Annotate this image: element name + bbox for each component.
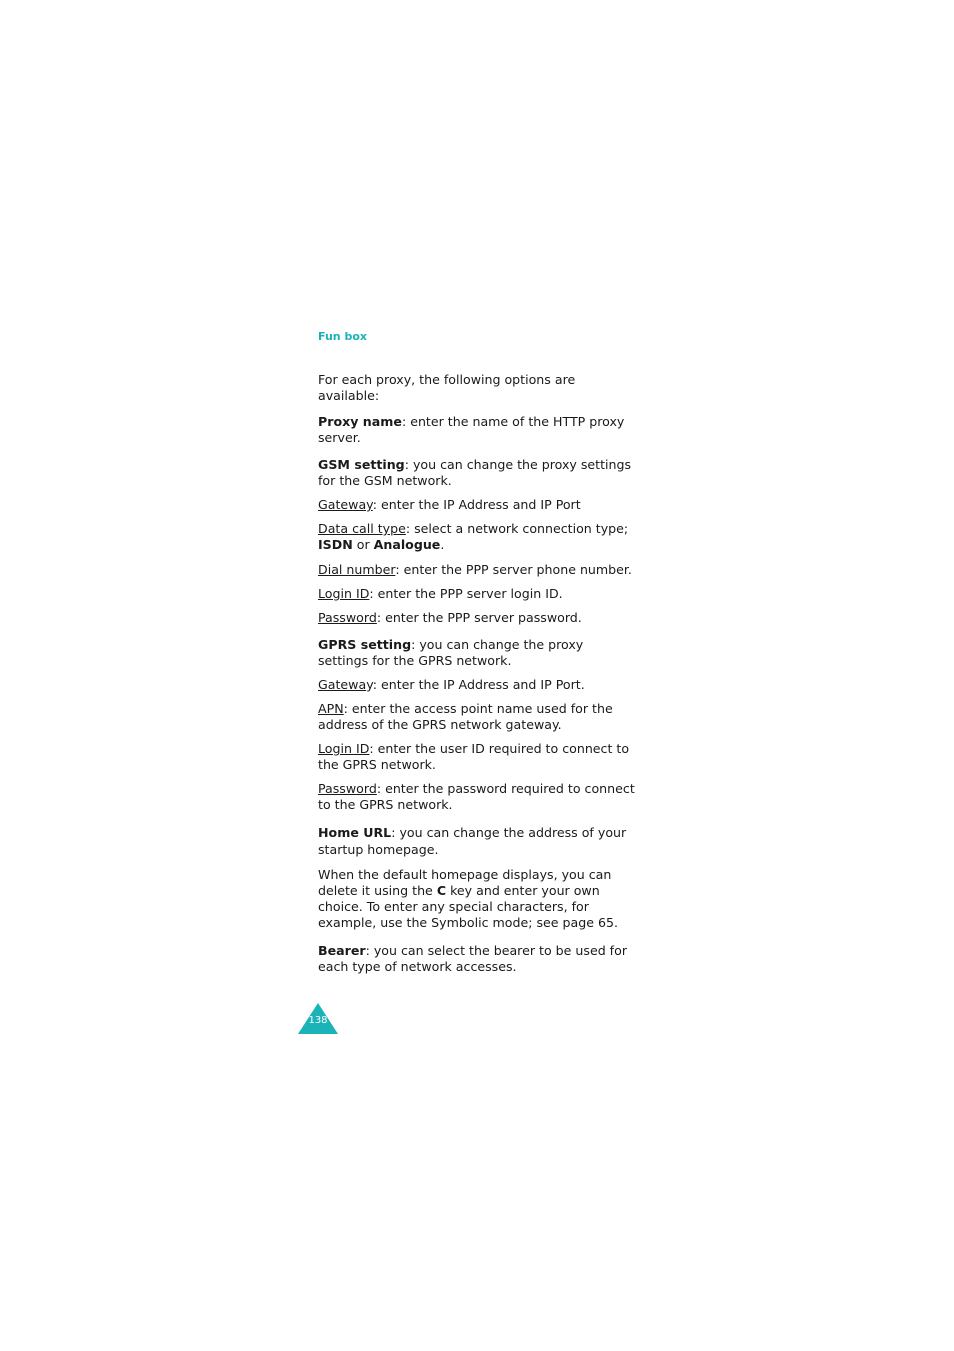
gprs-gateway-term-rest: y: [366, 677, 373, 692]
home-url-paragraph: [318, 824, 636, 858]
gprs-login-id-text: : enter the user ID required to connect to the GPRS network.: [318, 741, 630, 772]
page-number: 138: [308, 1015, 328, 1026]
gprs-setting-text: : you can change the proxy settings for the GPRS network.: [318, 637, 584, 668]
gsm-login-id-term: Login ID: [318, 586, 370, 601]
gsm-gateway-paragraph: [318, 497, 636, 513]
gsm-setting-paragraph: [318, 457, 636, 489]
gprs-password-text: : enter the password required to connect to the GPRS network.: [318, 781, 635, 812]
data-call-end: .: [440, 537, 445, 552]
gsm-password-term: Password: [318, 610, 377, 625]
homepage-note-part2: key and enter your own choice. To enter any special characters, for example, use the Symbolic mode; see page 65.: [318, 883, 619, 930]
home-url-term: Home URL: [318, 825, 392, 840]
dial-number-term: Dial number: [318, 562, 396, 577]
bearer-text: : you can select the bearer to be used for each type of network accesses.: [318, 943, 628, 974]
isdn-option: ISDN: [318, 537, 353, 552]
gprs-setting-term: GPRS setting: [318, 637, 412, 652]
proxy-name-paragraph: [318, 414, 636, 446]
gprs-password-term: Password: [318, 781, 377, 796]
c-key: C: [436, 883, 447, 898]
gprs-setting-paragraph: [318, 637, 636, 669]
gsm-password-paragraph: [318, 610, 636, 626]
gsm-login-id-paragraph: [318, 586, 636, 602]
or-text: or: [352, 537, 374, 552]
data-call-type-term: Data call type: [318, 521, 406, 536]
gprs-login-id-term: Login ID: [318, 741, 370, 756]
apn-term: APN: [318, 701, 344, 716]
gsm-password-text: : enter the PPP server password.: [376, 610, 582, 625]
bearer-term: Bearer: [318, 943, 366, 958]
dial-number-text: : enter the PPP server phone number.: [395, 562, 632, 577]
gsm-login-id-text: : enter the PPP server login ID.: [369, 586, 563, 601]
data-call-type-paragraph: [318, 521, 636, 553]
gsm-setting-term: GSM setting: [318, 457, 405, 472]
homepage-note-part1: When the default homepage displays, you can delete it using the: [318, 867, 612, 898]
content: [318, 372, 636, 975]
data-call-type-text: : select a network connection type;: [405, 521, 629, 536]
gprs-gateway-text: : enter the IP Address and IP Port.: [372, 677, 585, 692]
analogue-option: Analogue: [373, 537, 441, 552]
gprs-login-id-paragraph: [318, 741, 636, 773]
intro-paragraph: For each proxy, the following options are available:: [318, 372, 576, 403]
gprs-password-paragraph: [318, 781, 636, 813]
dial-number-paragraph: [318, 562, 636, 578]
home-url-text: : you can change the address of your startup homepage.: [318, 825, 627, 857]
proxy-name-term: Proxy name: [318, 414, 402, 429]
gprs-gateway-term: Gatewa: [318, 677, 367, 692]
homepage-note-paragraph: [318, 867, 636, 931]
bearer-paragraph: [318, 943, 636, 975]
proxy-name-text: : enter the name of the HTTP proxy server.: [318, 414, 625, 445]
gsm-gateway-term: Gateway: [318, 497, 373, 512]
gsm-gateway-text: : enter the IP Address and IP Port: [372, 497, 581, 512]
gsm-setting-text: : you can change the proxy settings for the GSM network.: [318, 457, 632, 488]
apn-paragraph: [318, 701, 636, 733]
apn-text: : enter the access point name used for the address of the GPRS network gateway.: [318, 701, 613, 732]
section-header: Fun box: [318, 330, 367, 343]
gprs-gateway-paragraph: [318, 677, 636, 693]
